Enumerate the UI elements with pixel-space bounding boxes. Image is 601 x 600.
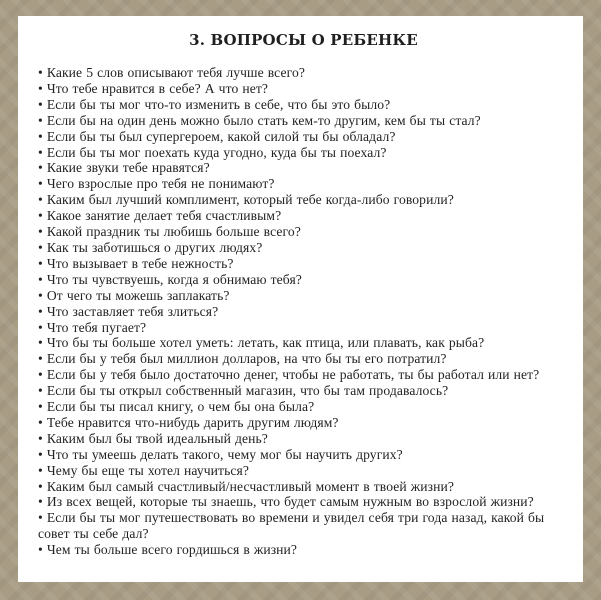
bullet-icon: • — [38, 542, 43, 558]
question-text: Что ты умеешь делать такого, чему мог бы научить других? — [46, 446, 403, 462]
question-item — [38, 494, 569, 510]
question-text: От чего ты можешь заплакать? — [46, 287, 230, 303]
question-item — [38, 447, 569, 463]
question-text: Если бы на один день можно было стать кем-то другим, кем бы ты стал? — [46, 112, 481, 128]
bullet-icon: • — [38, 510, 43, 526]
question-text: Что заставляет тебя злиться? — [46, 303, 219, 319]
question-text: Если бы ты открыл собственный магазин, что бы там продавалось? — [46, 383, 449, 399]
question-text: Тебе нравится что-нибудь дарить другим людям? — [46, 414, 339, 430]
bullet-icon: • — [38, 271, 43, 287]
page-title: 3. ВОПРОСЫ О РЕБЕНКЕ — [189, 31, 418, 49]
bullet-icon: • — [38, 176, 43, 192]
question-text: Если бы у тебя был миллион долларов, на что бы ты его потратил? — [46, 351, 447, 367]
bullet-icon: • — [38, 65, 43, 80]
question-text: Какой праздник ты любишь больше всего? — [46, 224, 301, 240]
bullet-icon: • — [38, 494, 43, 510]
question-item — [38, 192, 569, 208]
question-text: Из всех вещей, которые ты знаешь, что будет самым нужным во взрослой жизни? — [46, 494, 534, 510]
bullet-icon: • — [38, 128, 43, 144]
question-item — [38, 431, 569, 447]
bullet-icon: • — [38, 287, 43, 303]
bullet-icon: • — [38, 96, 43, 112]
bullet-icon: • — [38, 112, 43, 128]
bullet-icon: • — [38, 160, 43, 176]
bullet-icon: • — [38, 351, 43, 367]
question-item — [38, 256, 569, 272]
question-text: Какое занятие делает тебя счастливым? — [46, 208, 282, 224]
bullet-icon: • — [38, 414, 43, 430]
question-item — [38, 160, 569, 176]
bullet-icon: • — [38, 430, 43, 446]
bullet-icon: • — [38, 239, 43, 255]
question-item — [38, 224, 569, 240]
bullet-icon: • — [38, 224, 43, 240]
question-text: Чему бы еще ты хотел научиться? — [46, 462, 250, 478]
question-item — [38, 113, 569, 129]
question-text: Если бы ты мог что-то изменить в себе, что бы это было? — [46, 96, 391, 112]
question-item — [38, 272, 569, 288]
question-item — [38, 81, 569, 97]
question-text: Если бы ты писал книгу, о чем бы она была? — [46, 399, 315, 415]
question-item — [38, 415, 569, 431]
bullet-icon: • — [38, 462, 43, 478]
question-text: Если бы ты мог поехать куда угодно, куда бы ты поехал? — [46, 144, 387, 160]
question-item — [38, 351, 569, 367]
question-text: Как ты заботишься о других людях? — [46, 239, 263, 255]
bullet-icon: • — [38, 255, 43, 271]
question-text: Если бы ты мог путешествовать во времени и увидел себя три года назад, какой бы совет ты себе дал? — [38, 510, 545, 542]
question-item — [38, 240, 569, 256]
bullet-icon: • — [38, 478, 43, 494]
bullet-icon: • — [38, 208, 43, 224]
question-item — [38, 129, 569, 145]
question-text: Чем ты больше всего гордишься в жизни? — [46, 542, 298, 558]
question-text: Что вызывает в тебе нежность? — [46, 255, 234, 271]
question-text: Если бы у тебя было достаточно денег, чтобы не работать, ты бы работал или нет? — [46, 367, 540, 383]
question-item — [38, 479, 569, 495]
question-text: Каким был бы твой идеальный день? — [46, 430, 268, 446]
question-text: Если бы ты был супергероем, какой силой ты бы обладал? — [46, 128, 396, 144]
question-item — [38, 288, 569, 304]
question-text: Что ты чувствуешь, когда я обнимаю тебя? — [46, 271, 302, 287]
bullet-icon: • — [38, 446, 43, 462]
question-item — [38, 367, 569, 383]
bullet-icon: • — [38, 144, 43, 160]
question-item — [38, 208, 569, 224]
question-item — [38, 542, 569, 558]
bullet-icon: • — [38, 399, 43, 415]
question-item — [38, 97, 569, 113]
question-item — [38, 65, 569, 81]
question-item — [38, 335, 569, 351]
question-text: Чего взрослые про тебя не понимают? — [46, 176, 275, 192]
question-text: Какие звуки тебе нравятся? — [46, 160, 210, 176]
bullet-icon: • — [38, 80, 43, 96]
bullet-icon: • — [38, 335, 43, 351]
question-item — [38, 320, 569, 336]
question-item — [38, 463, 569, 479]
bullet-icon: • — [38, 319, 43, 335]
question-item — [38, 176, 569, 192]
question-text: Какие 5 слов описывают тебя лучше всего? — [46, 65, 305, 80]
question-item — [38, 399, 569, 415]
document-card — [18, 16, 583, 582]
question-list — [38, 65, 569, 558]
bullet-icon: • — [38, 303, 43, 319]
question-text: Что бы ты больше хотел уметь: летать, как птица, или плавать, как рыба? — [46, 335, 485, 351]
question-item — [38, 304, 569, 320]
bullet-icon: • — [38, 367, 43, 383]
bullet-icon: • — [38, 383, 43, 399]
question-text: Каким был самый счастливый/несчастливый момент в твоей жизни? — [46, 478, 455, 494]
question-item — [38, 510, 569, 542]
question-text: Что тебя пугает? — [46, 319, 147, 335]
question-item — [38, 145, 569, 161]
bullet-icon: • — [38, 192, 43, 208]
question-text: Каким был лучший комплимент, который тебе когда-либо говорили? — [46, 192, 454, 208]
question-item — [38, 383, 569, 399]
question-text: Что тебе нравится в себе? А что нет? — [46, 80, 269, 96]
